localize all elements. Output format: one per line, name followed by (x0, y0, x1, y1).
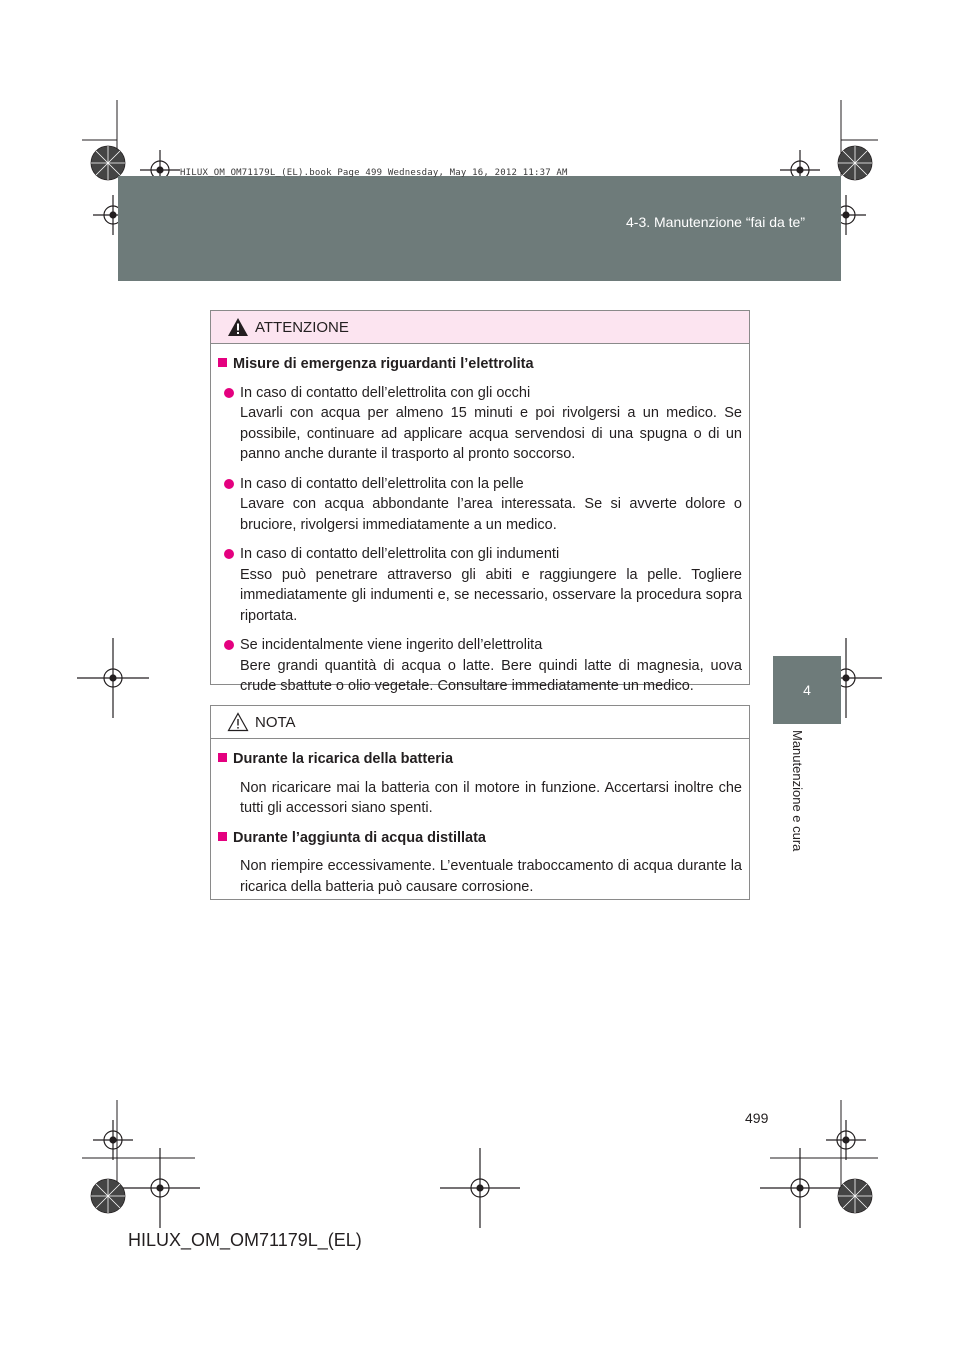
chapter-label: Manutenzione e cura (790, 730, 805, 852)
item-title: In caso di contatto dell’elettrolita con la pelle (240, 475, 524, 492)
warning-box (210, 310, 750, 694)
item-text: Lavarli con acqua per almeno 15 minuti e poi rivolgersi a un medico. Se possibile, continuare ad applicare acqua servendosi di una spugna o di un panno anche durante il trasporto al pronto soccorso. (240, 405, 742, 462)
section-title: 4-3. Manutenzione “fai da te” (626, 214, 805, 230)
warning-icon (227, 317, 249, 337)
warning-box-header (211, 311, 749, 344)
list-item (218, 635, 742, 697)
round-bullet-icon (224, 388, 234, 398)
square-bullet-icon (218, 832, 227, 841)
round-bullet-icon (224, 549, 234, 559)
list-item (218, 544, 742, 626)
item-title: Se incidentalmente viene ingerito dell’elettrolita (240, 637, 543, 653)
caution-outline-icon (227, 712, 249, 732)
square-bullet-icon (218, 753, 227, 762)
round-bullet-icon (224, 640, 234, 650)
note-label: NOTA (255, 714, 296, 731)
item-text: Lavare con acqua abbondante l’area interessata. Se si avverte dolore o bruciore, rivolgersi immediatamente a un medico. (240, 496, 742, 533)
note-paragraph: Non ricaricare mai la batteria con il motore in funzione. Accertarsi inoltre che tutti gli accessori siano spenti. (240, 779, 742, 816)
note-section-title: Durante la ricarica della batteria (218, 749, 742, 770)
item-text: Bere grandi quantità di acqua o latte. Bere quindi latte di magnesia, uova crude sbattute o olio vegetale. Consultare immediatamente un medico. (240, 657, 742, 694)
warning-label: ATTENZIONE (255, 319, 349, 336)
item-title: In caso di contatto dell’elettrolita con gli occhi (240, 384, 531, 401)
document-code: HILUX_OM_OM71179L_(EL) (128, 1230, 362, 1250)
list-item (218, 474, 742, 536)
chapter-number: 4 (803, 682, 811, 698)
warning-section-title: Misure di emergenza riguardanti l’elettrolita (218, 354, 742, 375)
note-section-title: Durante l’aggiunta di acqua distillata (218, 828, 742, 849)
item-title: In caso di contatto dell’elettrolita con gli indumenti (240, 546, 560, 562)
note-box-header (211, 706, 749, 739)
note-box (210, 705, 750, 900)
round-bullet-icon (224, 479, 234, 489)
square-bullet-icon (218, 358, 227, 367)
note-paragraph: Non riempire eccessivamente. L’eventuale traboccamento di acqua durante la ricarica della batteria può causare corrosione. (240, 858, 742, 895)
item-text: Esso può penetrare attraverso gli abiti e raggiungere la pelle. Togliere immediatamente gli indumenti e, se necessario, osservare la procedura sopra riportata. (240, 566, 742, 624)
chapter-tab (773, 656, 841, 724)
header-band (118, 176, 841, 281)
page-number: 499 (745, 1110, 769, 1126)
print-info: HILUX_OM_OM71179L_(EL).book Page 499 Wednesday, May 16, 2012 11:37 AM (180, 168, 568, 178)
list-item (218, 383, 742, 465)
